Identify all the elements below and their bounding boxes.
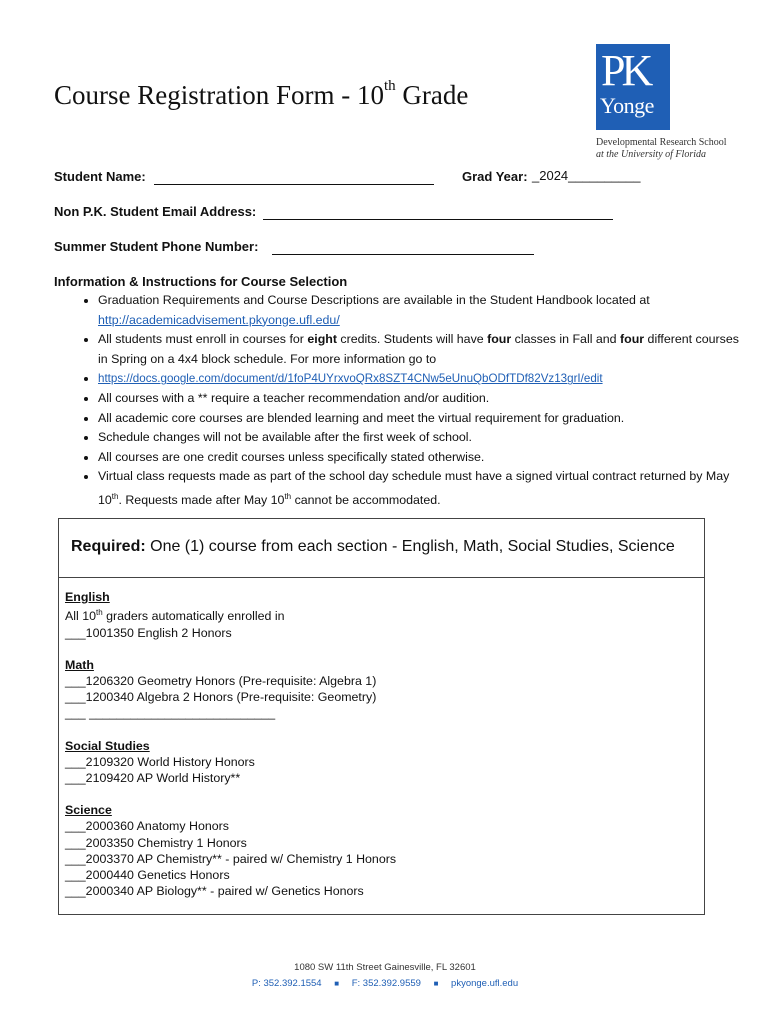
required-text: One (1) course from each section - English, Math, Social Studies, Science (145, 538, 675, 555)
social-studies-heading: Social Studies (65, 738, 150, 753)
logo-subtitle-2: at the University of Florida (596, 149, 706, 160)
math-heading: Math (65, 657, 94, 672)
logo-pk-text: PK (601, 46, 650, 95)
required-label: Required: (71, 538, 146, 555)
footer-address: 1080 SW 11th Street Gainesville, FL 32601 (294, 962, 476, 973)
list-item: • Graduation Requirements and Course Descriptions are available in the Student Handbook located at http://academicadvisement.pkyonge.ufl.edu/ (98, 291, 748, 330)
course-option[interactable]: ___2003350 Chemistry 1 Honors (65, 835, 247, 850)
grad-year-field[interactable]: _2024__________ (532, 168, 641, 183)
course-option[interactable]: ___2109420 AP World History** (65, 770, 241, 785)
footer-website[interactable]: pkyonge.ufl.edu (451, 978, 519, 989)
required-courses-box (58, 518, 705, 915)
square-bullet-icon: ■ (334, 979, 340, 988)
email-label: Non P.K. Student Email Address: (54, 204, 257, 219)
student-name-label: Student Name: (54, 169, 146, 184)
student-name-field[interactable] (154, 184, 434, 185)
course-option[interactable]: ___1200340 Algebra 2 Honors (Pre-requisite: Geometry) (65, 690, 377, 705)
list-item: • Schedule changes will not be available after the first week of school. (98, 428, 748, 448)
list-item: • Virtual class requests made as part of the school day schedule must have a signed virtual contract returned by May 10th. Requests made after May 10th cannot be accommodated. (98, 467, 748, 510)
course-option[interactable]: ___2000440 Genetics Honors (65, 867, 230, 882)
course-option[interactable]: ___2000360 Anatomy Honors (65, 819, 229, 834)
page-title: Course Registration Form - 10th Grade (54, 78, 469, 110)
list-item: • All academic core courses are blended learning and meet the virtual requirement for graduation. (98, 409, 748, 429)
email-field[interactable] (263, 219, 613, 220)
phone-field[interactable] (272, 254, 534, 255)
instructions-heading: Information & Instructions for Course Selection (54, 274, 348, 289)
list-item: • All courses are one credit courses unless specifically stated otherwise. (98, 448, 748, 468)
course-option[interactable]: ___2109320 World History Honors (65, 754, 255, 769)
list-item (98, 369, 748, 389)
handbook-link[interactable]: http://academicadvisement.pkyonge.ufl.edu/ (98, 312, 340, 327)
course-option[interactable]: ___1206320 Geometry Honors (Pre-requisite: Algebra 1) (65, 673, 377, 688)
course-option-blank[interactable]: ___ ___________________________ (65, 706, 276, 721)
course-option[interactable]: ___1001350 English 2 Honors (65, 625, 232, 640)
footer-fax: F: 352.392.9559 (351, 978, 421, 989)
footer-contact (0, 978, 770, 989)
logo-yonge-text: Yonge (600, 93, 654, 118)
course-option[interactable]: ___2000340 AP Biology** - paired w/ Genetics Honors (65, 884, 364, 899)
instructions-list (54, 291, 748, 511)
course-list (65, 589, 396, 899)
english-note: All 10th graders automatically enrolled in (65, 608, 285, 624)
logo-subtitle: Developmental Research School (596, 137, 727, 148)
list-item: • All students must enroll in courses for eight credits. Students will have four classes in Fall and four different courses in Spring on a 4x4 block schedule. For more information go to (98, 330, 748, 369)
science-heading: Science (65, 803, 112, 818)
schedule-doc-link[interactable]: https://docs.google.com/document/d/1foP4UYrxvoQRx8SZT4CNw5eUnuQbODfTDf82Vz13grI/edit (98, 372, 603, 386)
grad-year-label: Grad Year: (462, 169, 528, 184)
list-item: • All courses with a ** require a teacher recommendation and/or audition. (98, 389, 748, 409)
square-bullet-icon: ■ (433, 979, 439, 988)
course-option[interactable]: ___2003370 AP Chemistry** - paired w/ Chemistry 1 Honors (65, 851, 397, 866)
phone-label: Summer Student Phone Number: (54, 239, 259, 254)
footer-phone: P: 352.392.1554 (251, 978, 322, 989)
pk-yonge-logo (596, 44, 670, 130)
required-header (59, 519, 704, 578)
english-heading: English (65, 590, 110, 604)
